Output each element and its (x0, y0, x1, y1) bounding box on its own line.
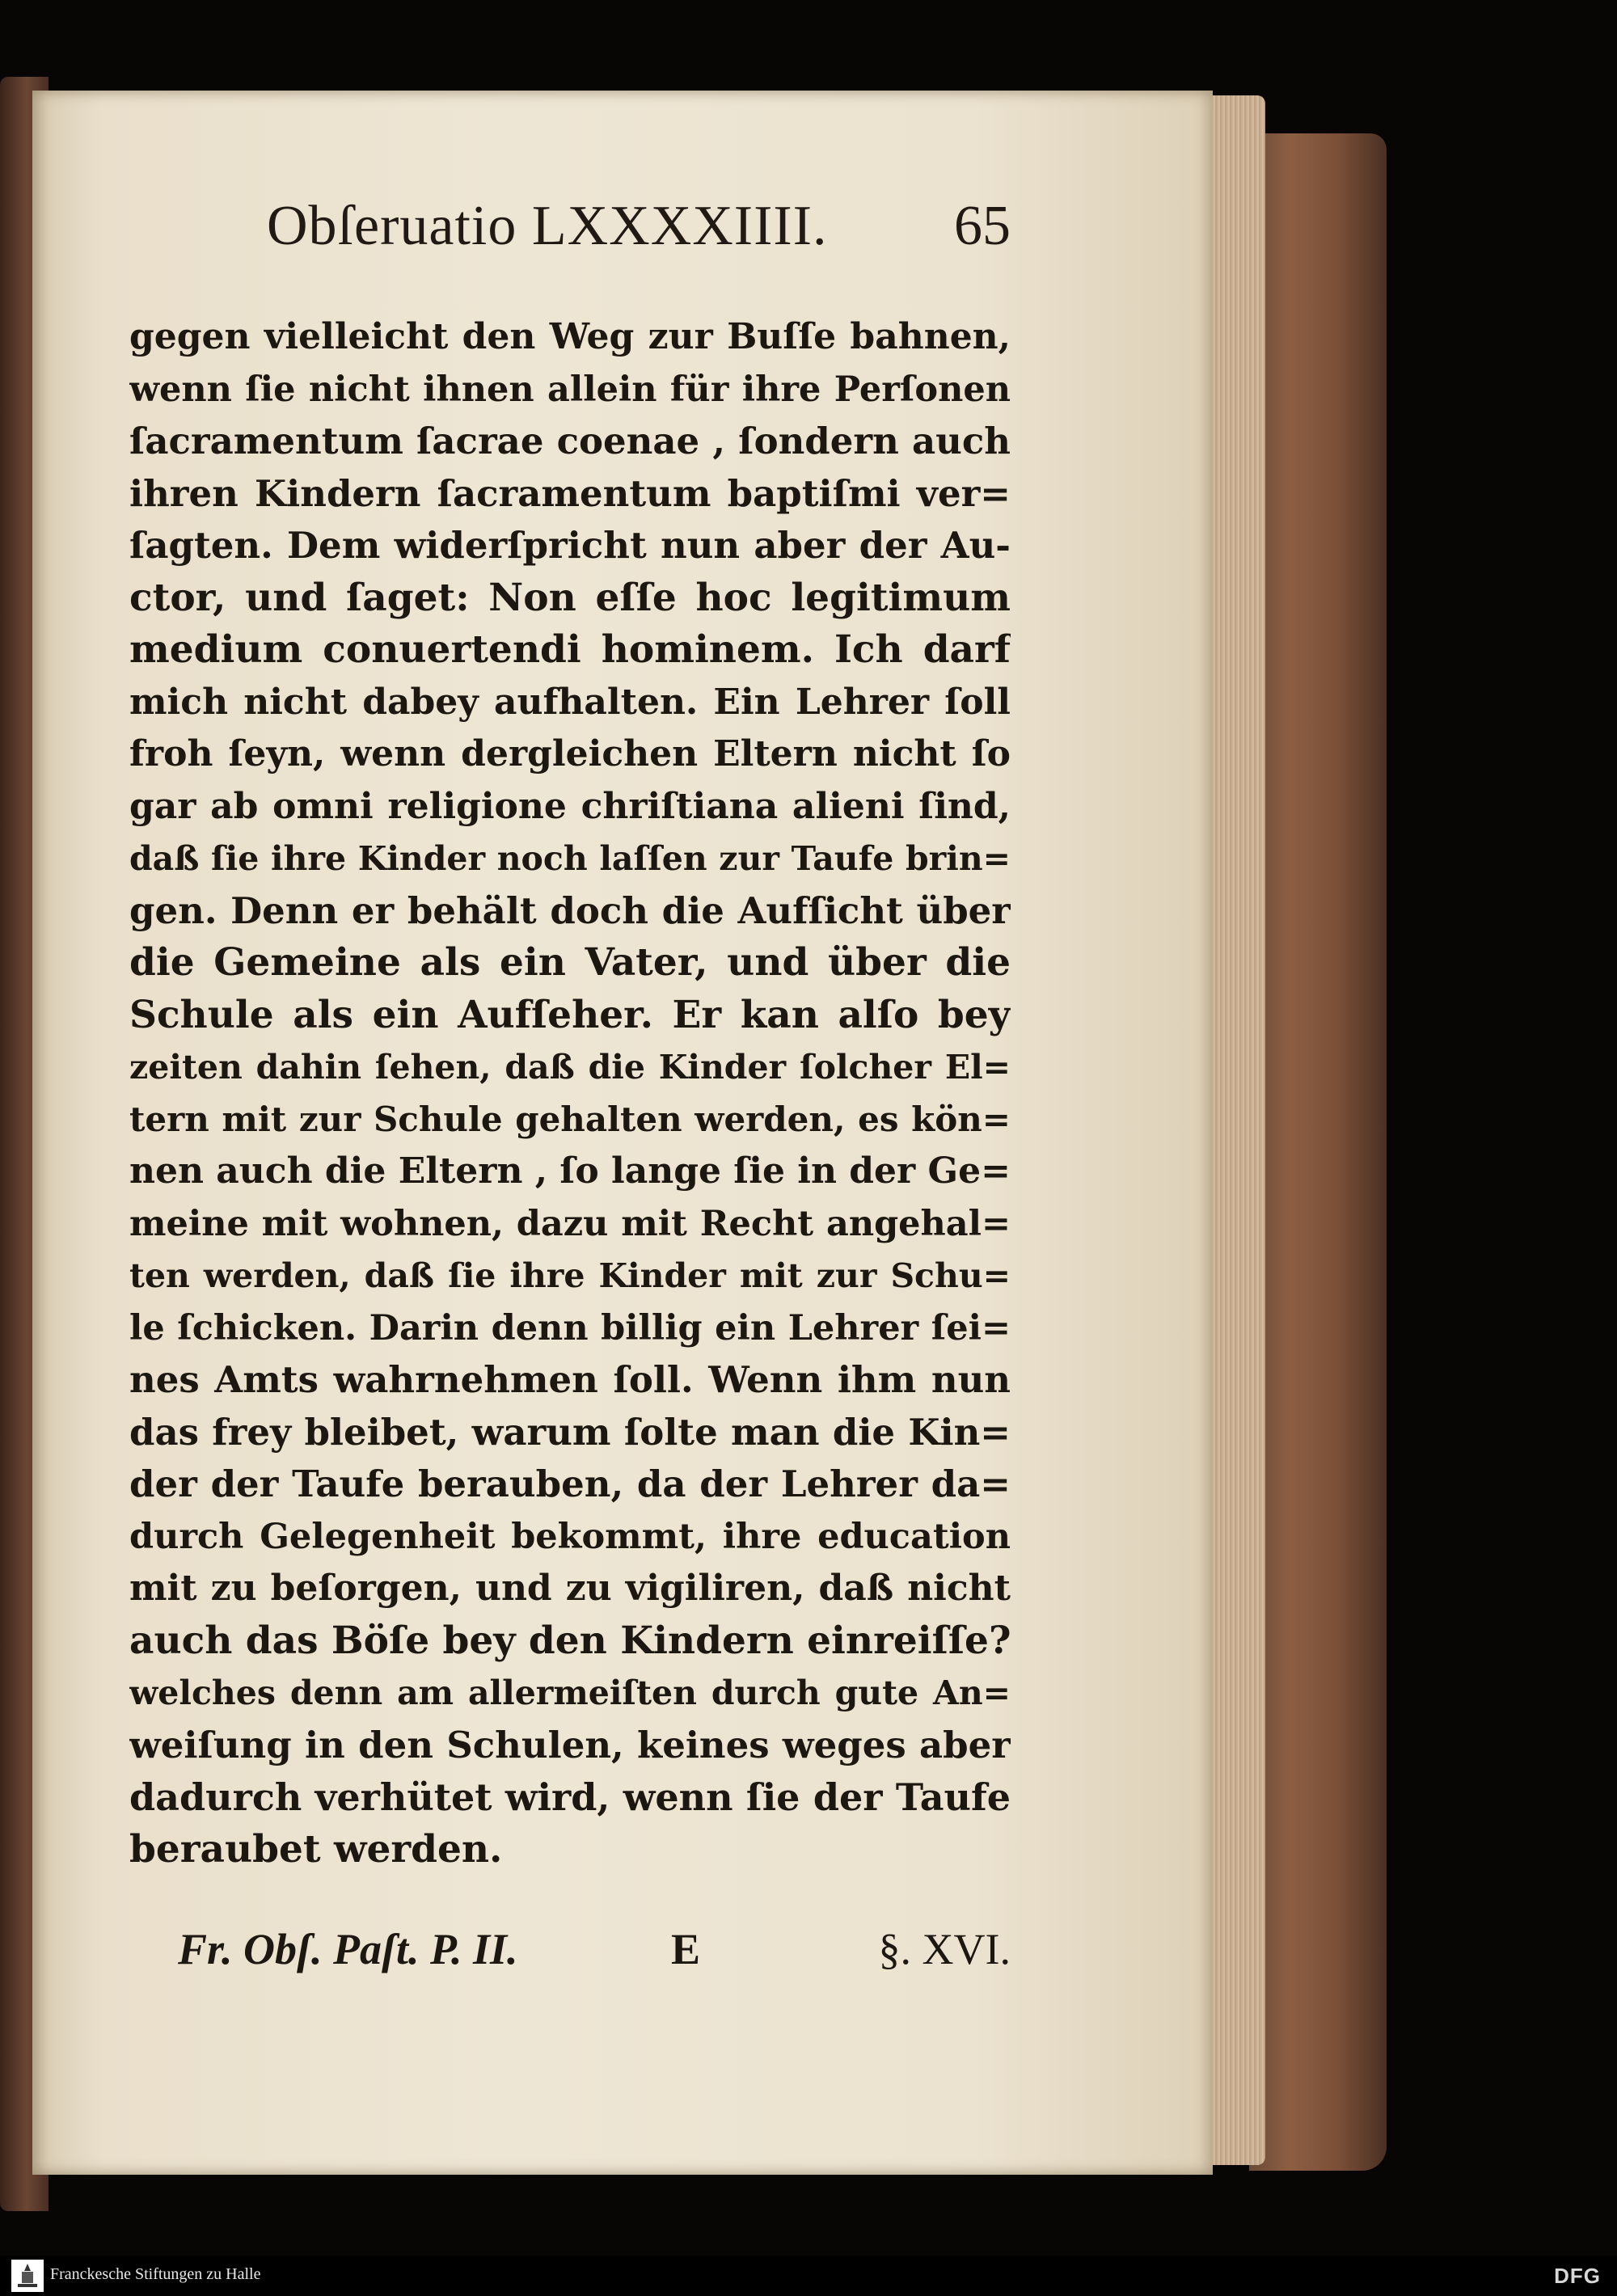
text-line: ſagten. Dem widerſpricht nun aber der Au- (129, 524, 1011, 567)
text-line: die Gemeine als ein Vater, und über die (129, 940, 1011, 985)
text-line: ihren Kindern ſacramentum baptiſmi ver= (129, 471, 1011, 515)
text-line: nes Amts wahrnehmen ſoll. Wenn ihm nun (129, 1358, 1011, 1401)
text-line: wenn ſie nicht ihnen allein für ihre Perſonen (129, 369, 1011, 410)
text-line: gar ab omni religione chriſtiana alieni ſind, (129, 785, 1011, 827)
text-line: le ſchicken. Darin denn billig ein Lehrer ſei= (129, 1307, 1011, 1348)
text-line: mich nicht dabey aufhalten. Ein Lehrer ſoll (129, 681, 1011, 723)
text-line: ctor, und ſaget: Non eſſe hoc legitimum (129, 575, 1011, 620)
running-header (267, 194, 1011, 267)
text-line: durch Gelegenheit bekommt, ihre education (129, 1516, 1011, 1557)
text-line: tern mit zur Schule gehalten werden, es kön= (129, 1099, 1011, 1139)
right-cover (1249, 133, 1387, 2171)
text-line: dadurch verhütet wird, wenn ſie der Taufe (129, 1775, 1011, 1819)
text-line: weiſung in den Schulen, keines weges aber (129, 1723, 1011, 1766)
text-line: nen auch die Eltern , ſo lange ſie in der Ge= (129, 1150, 1011, 1192)
catchword: §. XVI. (878, 1925, 1011, 1973)
text-line: mit zu beſorgen, und zu vigiliren, daß nicht (129, 1568, 1011, 1609)
text-line: der der Taufe berauben, da der Lehrer da= (129, 1462, 1011, 1505)
text-line: froh ſeyn, wenn dergleichen Eltern nicht ſo (129, 733, 1011, 774)
text-line: ſacramentum ſacrae coenae , ſondern auch (129, 420, 1011, 462)
text-line: gegen vielleicht den Weg zur Buſſe bahnen, (129, 316, 1011, 357)
text-line: das frey bleibet, warum ſolte man die Kin= (129, 1410, 1011, 1454)
page-footer (178, 1924, 1011, 1989)
text-line: daß ſie ihre Kinder noch laſſen zur Taufe brin= (129, 839, 1011, 878)
text-line: welches denn am allermeiſten durch gute An= (129, 1673, 1011, 1712)
running-title: Obſeruatio LXXXXIIII. (267, 195, 828, 257)
institution-logo-icon (11, 2260, 44, 2292)
dfg-logo: DFG (1554, 2264, 1601, 2288)
signature-mark: Fr. Obſ. Paſt. P. II. (178, 1925, 518, 1973)
text-line: ten werden, daß ſie ihre Kinder mit zur Schu= (129, 1256, 1011, 1295)
text-line: beraubet werden. (129, 1826, 503, 1872)
text-line: gen. Denn er behält doch die Aufſicht über (129, 888, 1011, 932)
text-line: auch das Böſe bey den Kindern einreiſſe? (129, 1618, 1011, 1663)
text-line: meine mit wohnen, dazu mit Recht angehal= (129, 1203, 1011, 1244)
page-number: 65 (954, 195, 1011, 257)
text-line: Schule als ein Aufſeher. Er kan alſo bey (129, 992, 1011, 1037)
quire-mark: E (671, 1925, 701, 1973)
institution-name: Franckesche Stiftungen zu Halle (50, 2265, 261, 2283)
text-line: medium conuertendi hominem. Ich darf (129, 627, 1011, 672)
text-line: zeiten dahin ſehen, daß die Kinder ſolcher El= (129, 1048, 1011, 1087)
body-text (129, 311, 1011, 1880)
